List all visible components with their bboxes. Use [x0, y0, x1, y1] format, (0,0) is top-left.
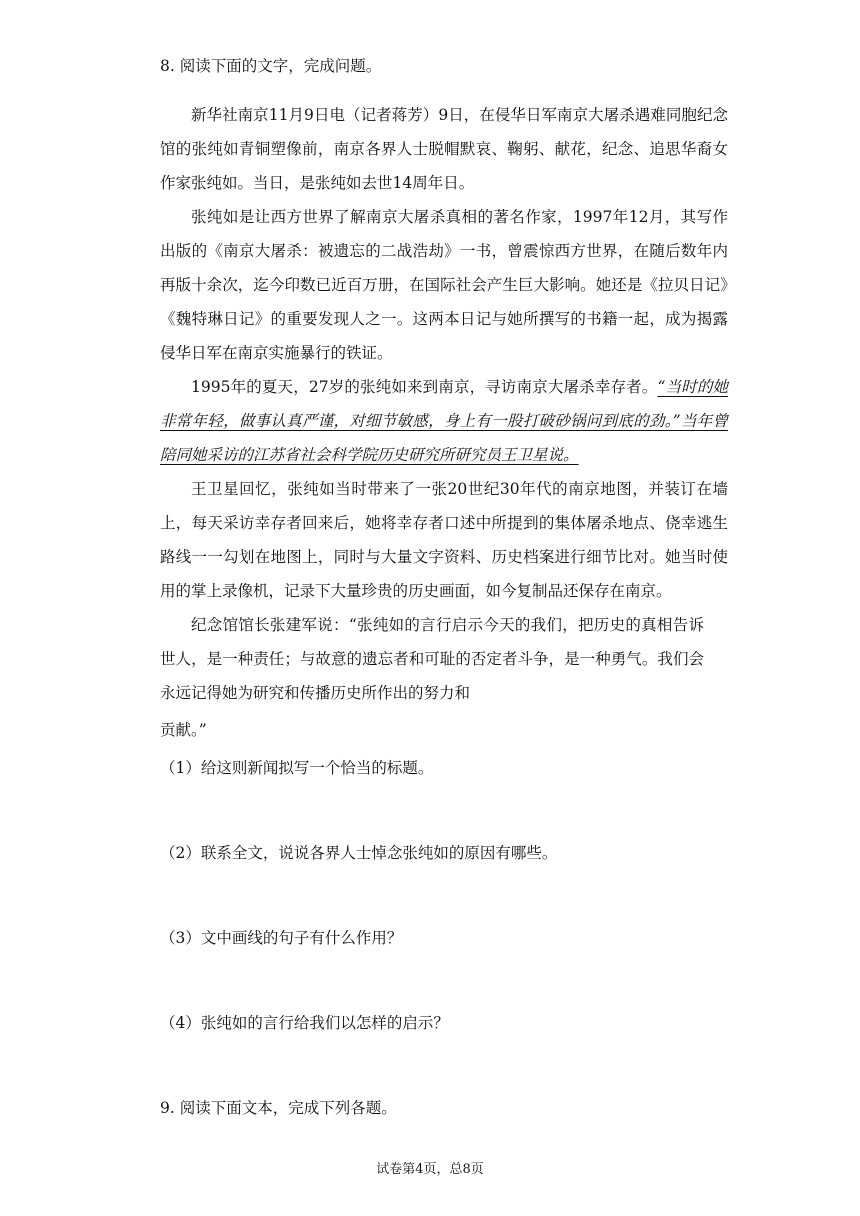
page-footer: 试卷第4页，总8页: [376, 1162, 484, 1177]
passage-paragraph-4: 王卫星回忆，张纯如当时带来了一张20世纪30年代的南京地图，并装订在墙上，每天采访幸存者回来后，她将幸存者口述中所提到的集体屠杀地点、侥幸逃生路线一一勾划在地图上，同时与大量文字资料、历史档案进行细节比对。她当时使用的掌上录像机，记录下大量珍贵的历史画面，如今复制品还保存在南京。: [160, 480, 728, 600]
passage-paragraph-2-text: 张纯如是让西方世界了解南京大屠杀真相的著名作家，1997年12月，其写作出版的《南京大屠杀：被遗忘的二战浩劫》一书，曾震惊西方世界，在随后数年内再版十余次，迄今印数已近百万册，在国际社会产生巨大影响。她还是《拉贝日记》《魏特琳日记》的重要发现人之一。这两本日记与她所撰写的书籍一起，成为揭露侵华日军在南京实施暴行的铁证。: [160, 208, 728, 362]
sub-question-2: （2）联系全文，说说各界人士悼念张纯如的原因有哪些。: [160, 844, 558, 862]
passage-paragraph-1: 新华社南京11月9日电（记者蒋芳）9日，在侵华日军南京大屠杀遇难同胞纪念馆的张纯如青铜塑像前，南京各界人士脱帽默哀、鞠躬、献花，纪念、追思华裔女作家张纯如。当日，是张纯如去世14周年日。: [160, 106, 728, 192]
passage-paragraph-3: [160, 370, 728, 472]
sub-question-4: （4）张纯如的言行给我们以怎样的启示？: [160, 1014, 449, 1032]
question-8-heading: 8. 阅读下面的文字，完成问题。: [160, 57, 382, 75]
passage-paragraph-5-end: 贡献。”: [160, 721, 207, 739]
question-9-heading: 9. 阅读下面文本，完成下列各题。: [160, 1099, 397, 1117]
passage-paragraph-2: [160, 200, 728, 370]
sub-question-3: （3）文中画线的句子有什么作用？: [160, 929, 403, 947]
passage-paragraph-3-text: 1995年的夏天，27岁的张纯如来到南京，寻访南京大屠杀幸存者。: [191, 378, 658, 396]
sub-question-1: （1）给这则新闻拟写一个恰当的标题。: [160, 759, 434, 777]
passage-paragraph-5: 纪念馆馆长张建军说：“张纯如的言行启示今天的我们，把历史的真相告诉世人，是一种责任；与故意的遗忘者和可耻的否定者斗争，是一种勇气。我们会永远记得她为研究和传播历史所作出的努力和: [160, 616, 704, 702]
underlined-sentence: “当时的她非常年轻，做事认真严谨，对细节敏感，身上有一股打破砂锅问到底的劲。”当年曾陪同她采访的江苏省社会科学院历史研究所研究员王卫星说。: [160, 378, 728, 464]
